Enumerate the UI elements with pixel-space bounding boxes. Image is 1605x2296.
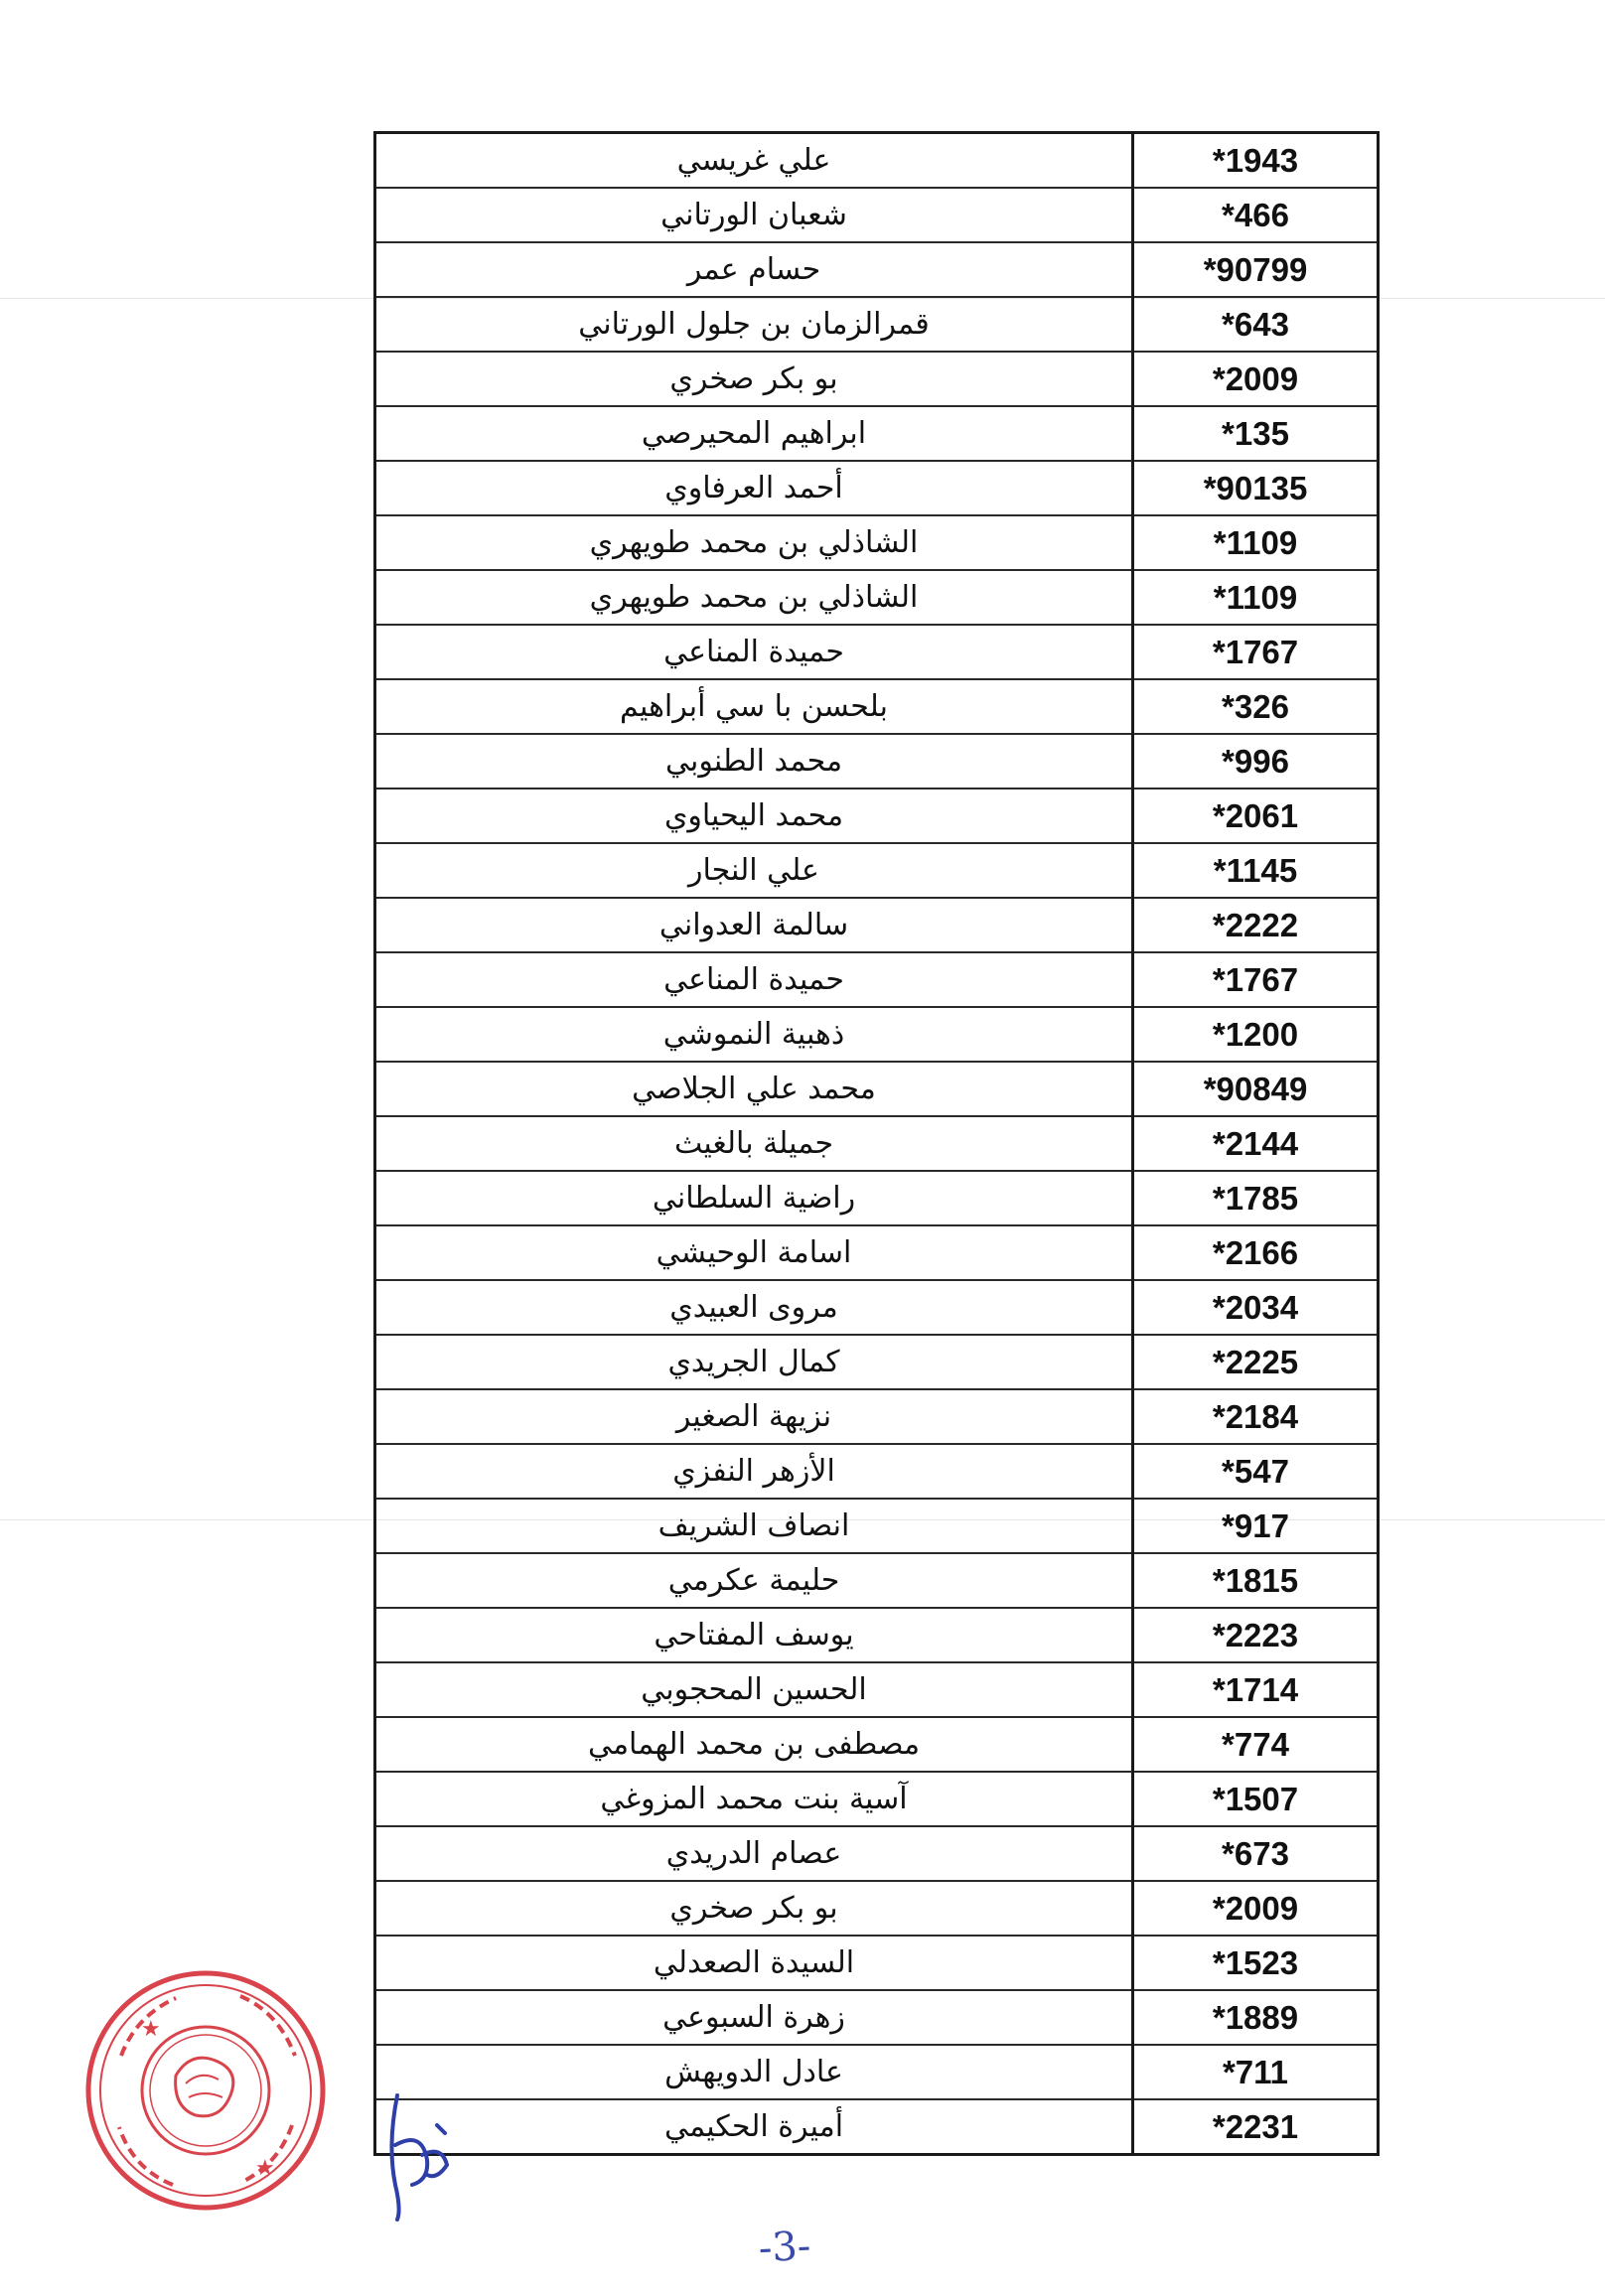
record-number-cell: 547* <box>1133 1444 1379 1499</box>
record-number-cell: 1767* <box>1133 625 1379 679</box>
table-row <box>375 1062 1379 1116</box>
person-name-cell: كمال الجريدي <box>375 1335 1133 1389</box>
person-name-cell: حسام عمر <box>375 242 1133 297</box>
person-name-cell: الأزهر النفزي <box>375 1444 1133 1499</box>
person-name-cell: مصطفى بن محمد الهمامي <box>375 1717 1133 1772</box>
person-name-cell: بو بكر صخري <box>375 352 1133 406</box>
person-name-cell: انصاف الشريف <box>375 1499 1133 1553</box>
table-row <box>375 406 1379 461</box>
person-name-cell: أميرة الحكيمي <box>375 2099 1133 2155</box>
table-row <box>375 789 1379 843</box>
record-number-cell: 2222* <box>1133 898 1379 952</box>
page-number: -3- <box>757 2223 812 2272</box>
table-row <box>375 188 1379 242</box>
table-row <box>375 843 1379 898</box>
person-name-cell: بلحسن با سي أبراهيم <box>375 679 1133 734</box>
official-seal <box>81 1966 330 2215</box>
record-number-cell: 1943* <box>1133 133 1379 189</box>
person-name-cell: بو بكر صخري <box>375 1881 1133 1936</box>
record-number-cell: 2009* <box>1133 1881 1379 1936</box>
svg-text:★: ★ <box>255 2156 275 2181</box>
person-name-cell: قمرالزمان بن جلول الورتاني <box>375 297 1133 352</box>
person-name-cell: حميدة المناعي <box>375 625 1133 679</box>
table-row <box>375 133 1379 189</box>
record-number-cell: 326* <box>1133 679 1379 734</box>
person-name-cell: جميلة بالغيث <box>375 1116 1133 1171</box>
table-row <box>375 1335 1379 1389</box>
person-name-cell: شعبان الورتاني <box>375 188 1133 242</box>
record-number-cell: 90135* <box>1133 461 1379 515</box>
record-number-cell: 1200* <box>1133 1007 1379 1062</box>
table-row <box>375 1553 1379 1608</box>
record-number-cell: 1889* <box>1133 1990 1379 2045</box>
person-name-cell: علي النجار <box>375 843 1133 898</box>
record-number-cell: 1714* <box>1133 1662 1379 1717</box>
record-number-cell: 466* <box>1133 188 1379 242</box>
record-number-cell: 90849* <box>1133 1062 1379 1116</box>
record-number-cell: 2009* <box>1133 352 1379 406</box>
record-number-cell: 711* <box>1133 2045 1379 2099</box>
person-name-cell: مروى العبيدي <box>375 1280 1133 1335</box>
record-number-cell: 2223* <box>1133 1608 1379 1662</box>
person-name-cell: حميدة المناعي <box>375 952 1133 1007</box>
person-name-cell: آسية بنت محمد المزوغي <box>375 1772 1133 1826</box>
table-row <box>375 1608 1379 1662</box>
record-number-cell: 2225* <box>1133 1335 1379 1389</box>
record-number-cell: 1785* <box>1133 1171 1379 1225</box>
table-row <box>375 952 1379 1007</box>
handwritten-signature <box>367 2085 477 2224</box>
record-number-cell: 90799* <box>1133 242 1379 297</box>
record-number-cell: 1507* <box>1133 1772 1379 1826</box>
table-row <box>375 1171 1379 1225</box>
record-number-cell: 1767* <box>1133 952 1379 1007</box>
record-number-cell: 996* <box>1133 734 1379 789</box>
record-number-cell: 1523* <box>1133 1936 1379 1990</box>
person-name-cell: يوسف المفتاحي <box>375 1608 1133 1662</box>
record-number-cell: 2166* <box>1133 1225 1379 1280</box>
record-number-cell: 1109* <box>1133 570 1379 625</box>
table-row <box>375 2045 1379 2099</box>
person-name-cell: محمد اليحياوي <box>375 789 1133 843</box>
person-name-cell: عادل الدويهش <box>375 2045 1133 2099</box>
person-name-cell: ذهبية النموشي <box>375 1007 1133 1062</box>
table-row <box>375 2099 1379 2155</box>
person-name-cell: ابراهيم المحيرصي <box>375 406 1133 461</box>
table-row <box>375 734 1379 789</box>
table-row <box>375 1881 1379 1936</box>
record-number-cell: 1145* <box>1133 843 1379 898</box>
person-name-cell: سالمة العدواني <box>375 898 1133 952</box>
svg-text:★: ★ <box>141 2017 161 2042</box>
person-name-cell: محمد الطنوبي <box>375 734 1133 789</box>
person-name-cell: الشاذلي بن محمد طويهري <box>375 515 1133 570</box>
person-name-cell: اسامة الوحيشي <box>375 1225 1133 1280</box>
person-name-cell: أحمد العرفاوي <box>375 461 1133 515</box>
table-row <box>375 515 1379 570</box>
person-name-cell: راضية السلطاني <box>375 1171 1133 1225</box>
record-number-cell: 643* <box>1133 297 1379 352</box>
person-name-cell: الشاذلي بن محمد طويهري <box>375 570 1133 625</box>
table-row <box>375 1499 1379 1553</box>
table-row <box>375 898 1379 952</box>
table-row <box>375 1444 1379 1499</box>
table-row <box>375 461 1379 515</box>
table-row <box>375 1772 1379 1826</box>
person-name-cell: عصام الدريدي <box>375 1826 1133 1881</box>
person-name-cell: نزيهة الصغير <box>375 1389 1133 1444</box>
person-name-cell: حليمة عكرمي <box>375 1553 1133 1608</box>
table-row <box>375 352 1379 406</box>
names-table <box>373 131 1380 2156</box>
table-row <box>375 1662 1379 1717</box>
table-row <box>375 1116 1379 1171</box>
table-row <box>375 297 1379 352</box>
record-number-cell: 2061* <box>1133 789 1379 843</box>
person-name-cell: الحسين المحجوبي <box>375 1662 1133 1717</box>
table-row <box>375 1280 1379 1335</box>
record-number-cell: 1815* <box>1133 1553 1379 1608</box>
table-row <box>375 1389 1379 1444</box>
table-row <box>375 1990 1379 2045</box>
record-number-cell: 774* <box>1133 1717 1379 1772</box>
record-number-cell: 2034* <box>1133 1280 1379 1335</box>
record-number-cell: 917* <box>1133 1499 1379 1553</box>
table-row <box>375 1936 1379 1990</box>
record-number-cell: 1109* <box>1133 515 1379 570</box>
table-row <box>375 679 1379 734</box>
person-name-cell: محمد علي الجلاصي <box>375 1062 1133 1116</box>
person-name-cell: زهرة السبوعي <box>375 1990 1133 2045</box>
table-row <box>375 570 1379 625</box>
person-name-cell: السيدة الصعدلي <box>375 1936 1133 1990</box>
table-row <box>375 1225 1379 1280</box>
record-number-cell: 135* <box>1133 406 1379 461</box>
person-name-cell: علي غريسي <box>375 133 1133 189</box>
record-number-cell: 2144* <box>1133 1116 1379 1171</box>
table-row <box>375 242 1379 297</box>
table-row <box>375 1717 1379 1772</box>
table-row <box>375 1826 1379 1881</box>
record-number-cell: 2231* <box>1133 2099 1379 2155</box>
record-number-cell: 673* <box>1133 1826 1379 1881</box>
table-row <box>375 625 1379 679</box>
record-number-cell: 2184* <box>1133 1389 1379 1444</box>
names-table-body <box>375 133 1379 2155</box>
table-row <box>375 1007 1379 1062</box>
